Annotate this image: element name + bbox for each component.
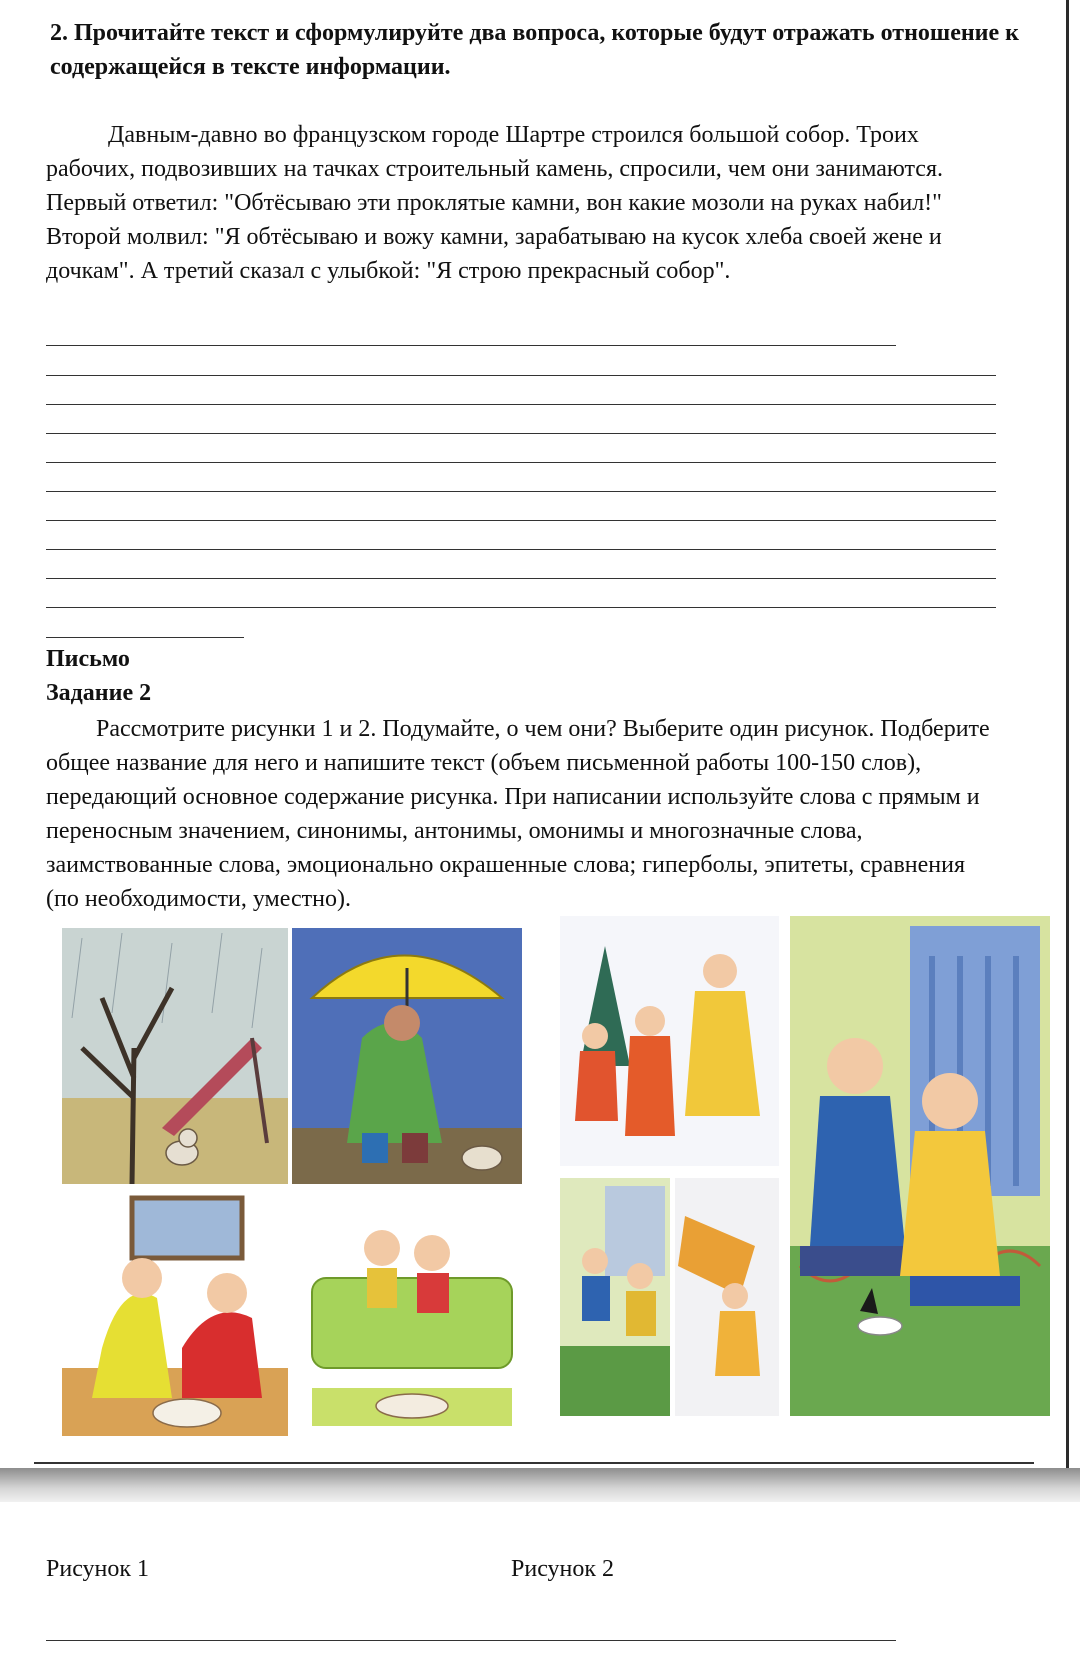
- answer-line[interactable]: [46, 578, 996, 579]
- figure-1-caption: Рисунок 1: [46, 1556, 150, 1582]
- answer-line[interactable]: [46, 491, 996, 492]
- writing-instruction: Рассмотрите рисунки 1 и 2. Подумайте, о чем они? Выберите один рисунок. Подберите общее название для него и напишите текст (объем письменной работы 100-150 слов), передающий основное содержание рисунка. При написании используйте слова с прямым и переносным значением, синонимы, антонимы, омонимы и многозначные слова, заимствованные слова, эмоционально окрашенные слова; гиперболы, эпитеты, сравнения (по необходимости, уместно).: [46, 716, 990, 912]
- answer-line[interactable]: [46, 637, 244, 638]
- writing-task-title: Задание 2: [46, 680, 152, 706]
- answer-line[interactable]: [46, 462, 996, 463]
- figure-1-illustration: [62, 928, 522, 1436]
- answer-line[interactable]: [46, 404, 996, 405]
- answer-line[interactable]: [46, 1640, 896, 1641]
- figure-2-illustration: [560, 916, 1050, 1416]
- figure-2-caption: Рисунок 2: [511, 1556, 615, 1582]
- task-2-title: 2. Прочитайте текст и сформулируйте два вопроса, которые будут отражать отношение к содержащейся в тексте информации.: [50, 20, 1019, 80]
- answer-line[interactable]: [46, 607, 996, 608]
- page-bottom-line: [34, 1462, 1034, 1464]
- story-text: Давным-давно во французском городе Шартре строился большой собор. Троих рабочих, подвозивших на тачках строительный камень, спросили, чем они занимаются. Первый ответил: "Обтёсываю эти проклятые камни, вон какие мозоли на руках набил!" Второй молвил: "Я обтёсываю и вожу камни, зарабатываю на кусок хлеба своей жене и дочкам". А третий сказал с улыбкой: "Я строю прекрасный собор".: [46, 122, 943, 284]
- answer-line[interactable]: [46, 345, 896, 346]
- section-title-writing: Письмо: [46, 646, 130, 672]
- answer-line[interactable]: [46, 520, 996, 521]
- answer-line[interactable]: [46, 549, 996, 550]
- page-edge: [1066, 0, 1069, 1468]
- answer-line[interactable]: [46, 375, 996, 376]
- page-break-shadow: [0, 1468, 1080, 1502]
- answer-line[interactable]: [46, 433, 996, 434]
